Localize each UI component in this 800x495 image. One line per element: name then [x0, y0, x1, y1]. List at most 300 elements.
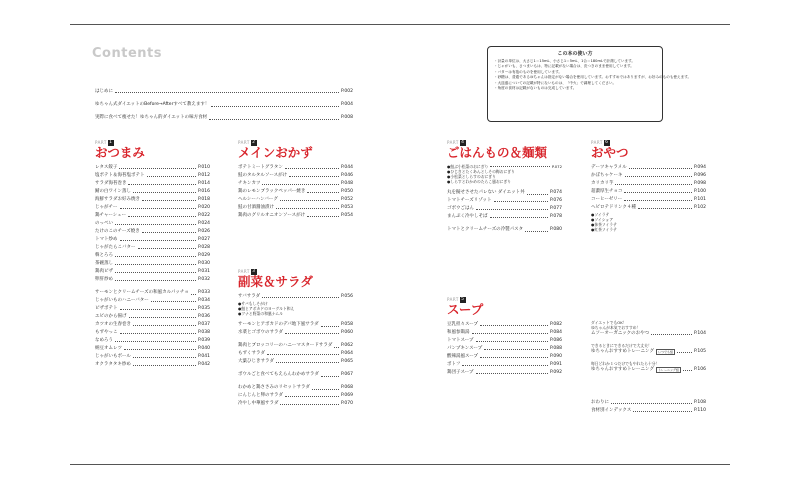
toc-page: P.092	[549, 370, 562, 375]
toc-title: ヘルシーハンバーグ	[238, 197, 278, 202]
toc-title: デーツキャラメル	[591, 165, 627, 170]
toc-title: 超濃厚生チョコ	[591, 189, 623, 194]
toc-title: カツオの生春巻き	[95, 322, 131, 327]
toc-page: P.060	[340, 330, 353, 335]
toc-row[interactable]	[95, 252, 210, 260]
toc-title: ゆちゃんおすすめトレーニング	[591, 349, 654, 354]
toc-title: 海鮮サラダお好み焼き	[95, 197, 140, 202]
toc-row[interactable]	[447, 345, 562, 353]
toc-page: P.065	[340, 359, 353, 364]
toc-title: 実際に食べて痩せた！ゆちゃん的ダイエットの味方食材	[95, 114, 208, 120]
toc-title: ゆちゃんおすすめトレーニング	[591, 367, 654, 372]
toc-row[interactable]	[95, 321, 210, 329]
toc-row[interactable]	[95, 268, 210, 276]
intro-list	[95, 88, 353, 122]
toc-row[interactable]	[447, 197, 562, 205]
toc-row[interactable]	[238, 172, 353, 180]
toc-row[interactable]	[591, 399, 706, 407]
toc-page: P.076	[549, 198, 562, 203]
toc-leader	[307, 192, 339, 193]
extra-lead: 毎日どれか１つだけでもやれたら十分！	[591, 361, 660, 366]
toc-leader	[633, 411, 692, 412]
extra-entry	[591, 320, 706, 338]
section-gohan	[447, 139, 562, 234]
toc-page: P.050	[340, 189, 353, 194]
section-heading: おやつ	[591, 145, 629, 160]
toc-title: じゃがいものハニーバター	[95, 298, 149, 303]
toc-row[interactable]	[447, 369, 562, 377]
toc-page: P.002	[340, 89, 353, 94]
toc-page: P.098	[693, 181, 706, 186]
toc-page: P.064	[340, 351, 353, 356]
toc-row[interactable]	[95, 284, 210, 297]
toc-leader	[480, 325, 548, 326]
toc-page: P.032	[197, 277, 210, 282]
toc-leader	[476, 373, 548, 374]
toc-leader	[683, 370, 692, 371]
toc-page: P.096	[693, 173, 706, 178]
toc-leader	[321, 376, 339, 377]
toc-page: P.094	[693, 165, 706, 170]
toc-page: P.108	[693, 400, 706, 405]
extra-entry	[591, 343, 706, 356]
toc-leader	[624, 200, 692, 201]
spacer	[591, 379, 706, 399]
toc-title: わかめと鶏ささみのリセットサラダ	[238, 384, 310, 390]
toc-leader	[677, 352, 692, 353]
toc-page: P.110	[693, 408, 706, 413]
toc-row[interactable]	[447, 337, 562, 345]
toc-row[interactable]	[95, 276, 210, 284]
toc-page: P.033	[197, 290, 210, 295]
toc-leader	[525, 231, 548, 232]
toc-title: ピザポテト	[95, 306, 118, 311]
toc-page: P.014	[197, 181, 210, 186]
top-rule	[70, 24, 730, 25]
toc-row[interactable]	[238, 358, 353, 366]
toc-page: P.072	[551, 164, 562, 169]
toc-page: P.053	[340, 205, 353, 210]
toc-row[interactable]	[238, 329, 353, 337]
toc-row[interactable]	[95, 172, 210, 180]
toc-leader	[267, 354, 339, 355]
toc-title: じゃがチー	[95, 205, 118, 210]
part-word: PART	[238, 140, 250, 145]
toc-row[interactable]	[447, 329, 562, 337]
toc-leader	[611, 403, 692, 404]
toc-title: パンプキンスープ	[447, 346, 483, 351]
toc-row[interactable]	[591, 348, 706, 356]
toc-row[interactable]	[238, 400, 353, 408]
section-heading: ごはんもの＆麺類	[447, 145, 548, 160]
toc-title: かぼちゃケーキ	[591, 173, 623, 178]
toc-title: トマトとクリームチーズの冷製パスタ	[447, 226, 524, 232]
toc-page: P.038	[197, 330, 210, 335]
toc-row[interactable]	[238, 379, 353, 392]
toc-leader	[615, 184, 691, 185]
toc-page: P.034	[197, 298, 210, 303]
part-word: PART	[95, 140, 107, 145]
extra-entry	[591, 361, 706, 374]
part-number: 6	[605, 139, 609, 145]
toc-row[interactable]	[95, 305, 210, 313]
toc-leader	[625, 176, 692, 177]
how-to-line: ・角度の食材は記載がないものは完成しています。	[494, 86, 577, 91]
toc-page: P.028	[197, 245, 210, 250]
toc-title: コーヒーゼリー	[591, 197, 623, 202]
toc-page: P.074	[549, 190, 562, 195]
toc-row[interactable]	[238, 212, 353, 220]
toc-title: レタス餃子	[95, 165, 118, 170]
toc-leader	[262, 297, 339, 298]
part-word: PART	[447, 140, 459, 145]
toc-row[interactable]	[95, 361, 210, 369]
how-to-line: ・大皿盛についての記載が特にないものは、「中火」で調理してください。	[494, 80, 617, 85]
toc-leader	[490, 166, 550, 167]
toc-row[interactable]	[591, 164, 706, 172]
toc-title: 食材別インデックス	[591, 408, 632, 413]
toc-leader	[276, 362, 339, 363]
toc-row[interactable]	[591, 204, 706, 212]
toc-page: P.078	[549, 214, 562, 219]
toc-page: P.027	[197, 237, 210, 242]
toc-title: 丸を擬せさせたパレない ダイエット丼	[447, 189, 525, 195]
page-title: Contents	[92, 46, 162, 61]
toc-title: 鶏団子スープ	[447, 370, 474, 375]
section-otsumami	[95, 139, 210, 369]
section-heading: おつまみ	[95, 145, 145, 160]
how-to-heading: この本の使い方	[557, 51, 593, 57]
toc-row[interactable]	[238, 350, 353, 358]
part-word: PART	[447, 297, 459, 302]
toc-leader	[115, 341, 196, 342]
toc-leader	[280, 200, 339, 201]
how-to-line: ・計量の単位は、大さじ1＝15mL、小さじ1＝5mL、1合＝180mLで計測しています。	[494, 59, 636, 63]
toc-row[interactable]	[95, 337, 210, 345]
toc-row[interactable]	[591, 180, 706, 188]
toc-title: ポトフ	[447, 362, 461, 367]
toc-title: もずくサラダ	[238, 351, 265, 356]
toc-page: P.040	[197, 346, 210, 351]
toc-leader	[262, 184, 338, 185]
toc-row[interactable]	[95, 164, 210, 172]
toc-page: P.068	[340, 385, 353, 390]
toc-row[interactable]	[95, 204, 210, 212]
toc-leader	[476, 209, 548, 210]
section-salad	[238, 268, 353, 408]
toc-row[interactable]	[238, 196, 353, 204]
toc-page: P.054	[340, 213, 353, 218]
section-soup	[447, 296, 562, 377]
toc-leader	[133, 357, 196, 358]
toc-title: なめろう	[95, 338, 113, 343]
toc-title: ●鮭ぶ小松菜のおにぎり	[447, 164, 489, 169]
sub-item: ●紅茶ソイラテ	[591, 227, 617, 232]
toc-row[interactable]	[95, 96, 353, 109]
toc-page: P.067	[340, 372, 353, 377]
how-to-line: ・砂糖は、普通であるゆちゃんは指定がない場合を使用しています。おすすめではありますが、お好みのものも使えます。	[494, 75, 692, 80]
how-to-box	[487, 46, 692, 122]
toc-leader	[651, 334, 692, 335]
toc-leader	[334, 347, 339, 348]
toc-row[interactable]	[95, 329, 210, 337]
toc-title: ボウルごと食べてもえらんわかめサラダ	[238, 371, 319, 377]
toc-leader	[128, 216, 196, 217]
toc-leader	[211, 106, 339, 107]
toc-leader	[527, 194, 548, 195]
toc-title: 鮭の甘酒醤油漬け	[238, 205, 274, 210]
toc-title: トマト炒め	[95, 237, 118, 242]
badge: トレーニング組	[657, 368, 679, 372]
toc-page: P.088	[549, 346, 562, 351]
toc-leader	[151, 301, 196, 302]
toc-page: P.106	[693, 367, 706, 372]
toc-page: P.016	[197, 189, 210, 194]
toc-leader	[133, 365, 196, 366]
toc-title: 酸辣湯風スープ	[447, 354, 479, 359]
toc-title: じゃがたらこバター	[95, 245, 136, 250]
section-main	[238, 139, 353, 220]
toc-title: ポテトミートグラタン	[238, 165, 283, 170]
toc-row[interactable]	[238, 366, 353, 379]
sub-item: ●ソイショア	[591, 217, 614, 222]
toc-title: 鯖の白ワイン蒸し	[95, 189, 131, 194]
toc-row[interactable]	[238, 180, 353, 188]
toc-title: カリカリ芋	[591, 181, 614, 186]
toc-page: P.105	[693, 349, 706, 354]
toc-title: 納豆オムレツ	[95, 346, 122, 351]
toc-page: P.031	[197, 269, 210, 274]
toc-title: ムソーオーガニックのおやつ	[591, 331, 650, 336]
toc-title: トマトチーズリゾット	[447, 198, 492, 203]
toc-row[interactable]	[447, 321, 562, 329]
toc-row[interactable]	[95, 228, 210, 236]
toc-leader	[115, 280, 196, 281]
toc-leader	[494, 201, 548, 202]
toc-leader	[484, 349, 548, 350]
sub-item: ●抹茶ソイラテ	[591, 222, 617, 227]
toc-leader	[209, 119, 339, 120]
toc-leader	[285, 168, 339, 169]
toc-title: オクラタタキ炒め	[95, 362, 131, 367]
section-heading: 副菜＆サラダ	[238, 274, 313, 289]
extra-title: ゆちゃんが本気でおすすめ！	[591, 325, 641, 330]
toc-title: のっぺい	[95, 221, 113, 226]
toc-leader	[124, 349, 196, 350]
sub-item: ●小松菜としらすのおにぎり	[447, 174, 496, 179]
part-number: 3	[252, 268, 256, 274]
toc-title: 豆乳担々スープ	[447, 322, 479, 327]
toc-title: おわりに	[591, 400, 609, 405]
toc-leader	[115, 92, 339, 93]
toc-page: P.020	[197, 205, 210, 210]
toc-title: サーモンとアボカドのデパ地下風サラダ	[238, 321, 319, 327]
toc-leader	[115, 256, 196, 257]
toc-title: 冷やし中華風サラダ	[238, 401, 279, 406]
toc-title: サバサラダ	[238, 294, 261, 299]
toc-row[interactable]	[238, 337, 353, 350]
toc-row[interactable]	[447, 205, 562, 213]
toc-page: P.091	[549, 362, 562, 367]
toc-page: P.036	[197, 314, 210, 319]
toc-page: P.012	[197, 173, 210, 178]
toc-title: 和風参鶏湯	[447, 330, 470, 335]
toc-leader	[280, 404, 338, 405]
toc-page: P.070	[340, 401, 353, 406]
toc-leader	[624, 192, 692, 193]
toc-page: P.022	[197, 213, 210, 218]
toc-row[interactable]	[591, 366, 706, 374]
sub-item: ●サバもしそがけ	[238, 301, 268, 306]
toc-title: チキンカツ	[238, 181, 261, 186]
toc-title: 鶏肉ピザ	[95, 269, 113, 274]
toc-leader	[285, 333, 339, 334]
toc-row[interactable]	[591, 188, 706, 196]
toc-leader	[462, 365, 548, 366]
toc-leader	[307, 216, 339, 217]
toc-row[interactable]	[238, 204, 353, 212]
toc-page: P.056	[340, 294, 353, 299]
toc-page: P.026	[197, 229, 210, 234]
toc-leader	[472, 333, 548, 334]
toc-leader	[285, 396, 339, 397]
toc-row[interactable]	[591, 407, 706, 415]
toc-title: 塩ポテト＆海苔塩ポテト	[95, 173, 145, 178]
toc-page: P.044	[340, 165, 353, 170]
toc-title: たけのこのチーズ焼き	[95, 229, 140, 234]
toc-leader	[129, 317, 196, 318]
toc-row[interactable]	[95, 88, 353, 96]
part-word: PART	[238, 269, 250, 274]
toc-row[interactable]	[95, 297, 210, 305]
toc-row[interactable]	[95, 188, 210, 196]
how-to-line: ・じゃがいも、さつまいもは、特に記載がない場合は、皮つきのまま使用しています。	[494, 64, 634, 69]
how-to-line: ・バターは有塩のものを使用しています。	[494, 69, 562, 74]
toc-page: P.008	[340, 115, 353, 120]
toc-page: P.086	[549, 338, 562, 343]
toc-leader	[133, 325, 196, 326]
toc-leader	[147, 176, 196, 177]
toc-leader	[321, 326, 339, 327]
toc-row[interactable]	[95, 313, 210, 321]
toc-title: サラダ海苔巻き	[95, 181, 127, 186]
toc-page: P.052	[340, 197, 353, 202]
toc-leader	[120, 208, 196, 209]
toc-title: 鶏肉のグリルオニオンソースがけ	[238, 213, 306, 218]
toc-title: 鶏のレモンブラックペッパー焼き	[238, 189, 306, 194]
toc-row[interactable]	[95, 212, 210, 220]
toc-row[interactable]	[95, 345, 210, 353]
toc-title: 鮭のタルタルソースがけ	[238, 173, 288, 178]
toc-leader	[276, 208, 339, 209]
toc-row[interactable]	[447, 184, 562, 197]
toc-row[interactable]	[238, 316, 353, 329]
extra-lead: ダイエットでもOK！	[591, 320, 627, 325]
toc-page: P.037	[197, 322, 210, 327]
toc-page: P.090	[549, 354, 562, 359]
toc-page: P.077	[549, 206, 562, 211]
toc-leader	[128, 184, 195, 185]
toc-leader	[629, 168, 692, 169]
toc-title: にんじんと卵のサラダ	[238, 393, 283, 398]
toc-title: 鶏チャーシュー	[95, 213, 127, 218]
part-number: 5	[461, 296, 465, 302]
toc-title: トマトスープ	[447, 338, 474, 343]
toc-leader	[476, 341, 548, 342]
toc-title: ゴボウごはん	[447, 206, 474, 211]
toc-title: 鶏肉とブロッコリーのハニーマスタードサラダ	[238, 342, 333, 348]
toc-page: P.102	[693, 205, 706, 210]
toc-page: P.024	[197, 221, 210, 226]
section-heading: スープ	[447, 302, 484, 317]
toc-row[interactable]	[95, 109, 353, 122]
toc-page: P.029	[197, 253, 210, 258]
toc-leader	[115, 272, 196, 273]
extra-lead: できるときにできるだけで大丈夫！	[591, 343, 652, 348]
toc-title: 韓とろろ	[95, 253, 113, 258]
toc-title: ヘビロテドリンク４種	[591, 205, 636, 210]
toc-page: P.062	[340, 343, 353, 348]
toc-leader	[120, 240, 196, 241]
sub-item: ●ツナと野菜の和風ナムル	[238, 311, 283, 316]
toc-row[interactable]	[238, 188, 353, 196]
toc-row[interactable]	[447, 221, 562, 234]
toc-row[interactable]	[95, 353, 210, 361]
toc-page: P.010	[197, 165, 210, 170]
toc-row[interactable]	[447, 213, 562, 221]
toc-leader	[120, 309, 196, 310]
toc-title: エビのから揚げ	[95, 314, 127, 319]
toc-row[interactable]	[238, 164, 353, 172]
toc-row[interactable]	[238, 293, 353, 301]
toc-title: 水菜とゴボウのサラダ	[238, 330, 283, 335]
toc-row[interactable]	[447, 353, 562, 361]
toc-row[interactable]	[95, 260, 210, 268]
toc-leader	[120, 333, 196, 334]
toc-page: P.046	[340, 173, 353, 178]
toc-row[interactable]	[95, 180, 210, 188]
toc-page: P.048	[340, 181, 353, 186]
toc-row[interactable]	[447, 361, 562, 369]
toc-title: はじめに	[95, 89, 113, 94]
toc-page: P.101	[693, 197, 706, 202]
toc-row[interactable]	[591, 330, 706, 338]
toc-page: P.041	[197, 354, 210, 359]
toc-row[interactable]	[95, 236, 210, 244]
toc-leader	[289, 176, 339, 177]
extras-list	[591, 320, 706, 415]
toc-row[interactable]	[95, 220, 210, 228]
toc-page: P.084	[549, 330, 562, 335]
toc-leader	[119, 168, 196, 169]
toc-row[interactable]	[591, 196, 706, 204]
toc-row[interactable]	[238, 392, 353, 400]
toc-leader	[138, 248, 196, 249]
toc-title: もずやっこ	[95, 330, 118, 335]
toc-page: P.069	[340, 393, 353, 398]
toc-page: P.100	[693, 189, 706, 194]
sub-item: ●しらすとわかめのたらこ風おにぎり	[447, 179, 512, 184]
toc-row[interactable]	[95, 244, 210, 252]
toc-leader	[115, 264, 196, 265]
toc-title: 大葉ひじきサラダ	[238, 359, 274, 364]
toc-row[interactable]	[591, 172, 706, 180]
section-oyatsu	[591, 139, 706, 232]
part-number: 2	[252, 139, 256, 145]
toc-title: じゃがいもボール	[95, 354, 131, 359]
toc-leader	[312, 389, 339, 390]
toc-row[interactable]	[95, 196, 210, 204]
